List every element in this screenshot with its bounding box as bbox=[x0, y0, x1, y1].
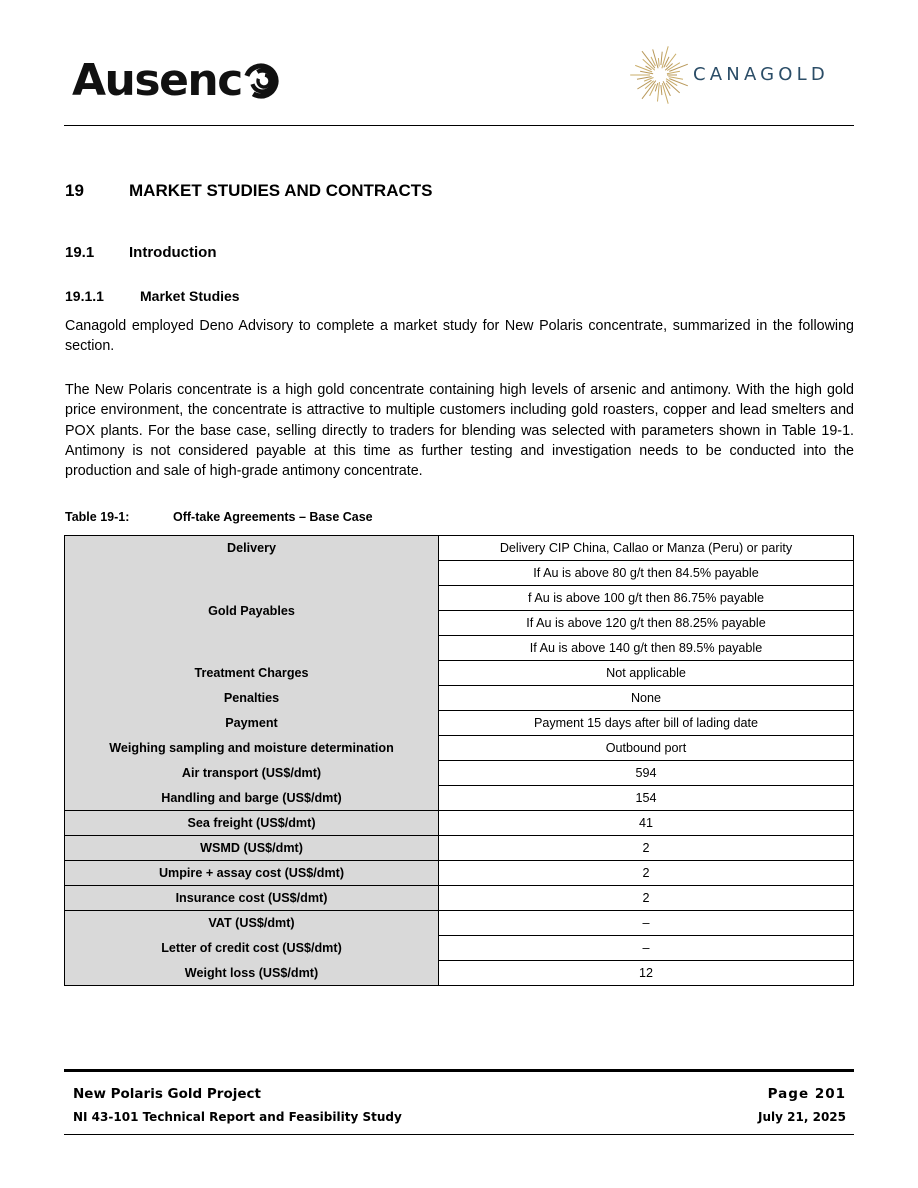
footer-page-label: Page bbox=[767, 1086, 810, 1102]
footer-rule-top bbox=[64, 1069, 854, 1072]
subsubsection-number: 19.1.1 bbox=[65, 288, 104, 304]
footer-rule-bottom bbox=[64, 1134, 854, 1135]
row-value: Payment 15 days after bill of lading date bbox=[439, 711, 854, 736]
row-label: Umpire + assay cost (US$/dmt) bbox=[65, 861, 439, 886]
row-value: If Au is above 140 g/t then 89.5% payable bbox=[439, 636, 854, 661]
subsection-title: Introduction bbox=[129, 244, 217, 261]
row-value: 2 bbox=[439, 886, 854, 911]
row-value: 2 bbox=[439, 836, 854, 861]
row-value: If Au is above 80 g/t then 84.5% payable bbox=[439, 561, 854, 586]
table-caption-title: Off-take Agreements – Base Case bbox=[173, 510, 373, 524]
section-heading bbox=[65, 181, 432, 201]
ausenco-swirl-icon bbox=[243, 63, 279, 99]
subsection-heading bbox=[65, 244, 216, 261]
table-row-air-transport bbox=[65, 761, 854, 786]
table-row-umpire-assay bbox=[65, 861, 854, 886]
row-value: 594 bbox=[439, 761, 854, 786]
subsubsection-heading bbox=[65, 288, 240, 304]
table-row-payment bbox=[65, 711, 854, 736]
row-value: f Au is above 100 g/t then 86.75% payable bbox=[439, 586, 854, 611]
offtake-table bbox=[64, 535, 854, 986]
row-value: 12 bbox=[439, 961, 854, 986]
row-label: Payment bbox=[65, 711, 439, 736]
row-label: Weighing sampling and moisture determination bbox=[65, 736, 439, 761]
table-row-insurance bbox=[65, 886, 854, 911]
table-row-gold-payables bbox=[65, 561, 854, 586]
table-row-penalties bbox=[65, 686, 854, 711]
row-label: Air transport (US$/dmt) bbox=[65, 761, 439, 786]
table-caption-number: Table 19-1: bbox=[65, 510, 130, 524]
table-row-weight-loss bbox=[65, 961, 854, 986]
section-title: MARKET STUDIES AND CONTRACTS bbox=[129, 181, 433, 200]
row-value: None bbox=[439, 686, 854, 711]
row-value: 41 bbox=[439, 811, 854, 836]
row-label: VAT (US$/dmt) bbox=[65, 911, 439, 936]
footer-page-number: 201 bbox=[814, 1086, 846, 1102]
table-row-sea-freight bbox=[65, 811, 854, 836]
table-row-delivery bbox=[65, 536, 854, 561]
row-value: 2 bbox=[439, 861, 854, 886]
footer-date: July 21, 2025 bbox=[758, 1110, 846, 1124]
canagold-logo-text: CANAGOLD bbox=[693, 64, 829, 85]
header-rule bbox=[64, 125, 854, 126]
canagold-sunburst-icon bbox=[630, 42, 690, 108]
footer-report: NI 43-101 Technical Report and Feasibility Study bbox=[73, 1110, 402, 1124]
ausenco-logo bbox=[72, 56, 279, 106]
row-value: Delivery CIP China, Callao or Manza (Peru) or parity bbox=[439, 536, 854, 561]
row-label: Weight loss (US$/dmt) bbox=[65, 961, 439, 986]
row-value: – bbox=[439, 911, 854, 936]
row-label: Insurance cost (US$/dmt) bbox=[65, 886, 439, 911]
table-row-letter-of-credit bbox=[65, 936, 854, 961]
table-row-handling-barge bbox=[65, 786, 854, 811]
row-label: Sea freight (US$/dmt) bbox=[65, 811, 439, 836]
subsection-number: 19.1 bbox=[65, 244, 95, 261]
table-row-weighing bbox=[65, 736, 854, 761]
row-value: – bbox=[439, 936, 854, 961]
row-label: Penalties bbox=[65, 686, 439, 711]
row-value: Outbound port bbox=[439, 736, 854, 761]
subsubsection-title: Market Studies bbox=[140, 288, 240, 304]
row-label: Delivery bbox=[65, 536, 439, 561]
row-value: 154 bbox=[439, 786, 854, 811]
footer-page bbox=[768, 1086, 846, 1102]
intro-paragraph: Canagold employed Deno Advisory to complete a market study for New Polaris concentrate, summarized in the following section. bbox=[65, 318, 854, 355]
row-label: Letter of credit cost (US$/dmt) bbox=[65, 936, 439, 961]
row-label: WSMD (US$/dmt) bbox=[65, 836, 439, 861]
row-label: Handling and barge (US$/dmt) bbox=[65, 786, 439, 811]
row-label: Treatment Charges bbox=[65, 661, 439, 686]
table-row-vat bbox=[65, 911, 854, 936]
row-value: Not applicable bbox=[439, 661, 854, 686]
table-row-wsmd bbox=[65, 836, 854, 861]
row-label: Gold Payables bbox=[65, 561, 439, 661]
footer-project: New Polaris Gold Project bbox=[73, 1086, 261, 1102]
row-value: If Au is above 120 g/t then 88.25% payable bbox=[439, 611, 854, 636]
table-row-treatment-charges bbox=[65, 661, 854, 686]
concentrate-paragraph: The New Polaris concentrate is a high gold concentrate containing high levels of arsenic and antimony. With the high gold price environment, the concentrate is attractive to multiple customers including gold roasters, copper and lead smelters and POX plants. For the base case, selling directly to traders for blending was selected with parameters shown in Table 19-1. Antimony is not considered payable at this time as further testing and investigation needs to be conducted into the production and sale of high-grade antimony concentrate. bbox=[65, 382, 854, 480]
canagold-logo bbox=[630, 42, 845, 108]
ausenco-logo-text: Ausenc bbox=[72, 55, 242, 106]
table-caption bbox=[65, 510, 373, 524]
section-number: 19 bbox=[65, 181, 84, 200]
